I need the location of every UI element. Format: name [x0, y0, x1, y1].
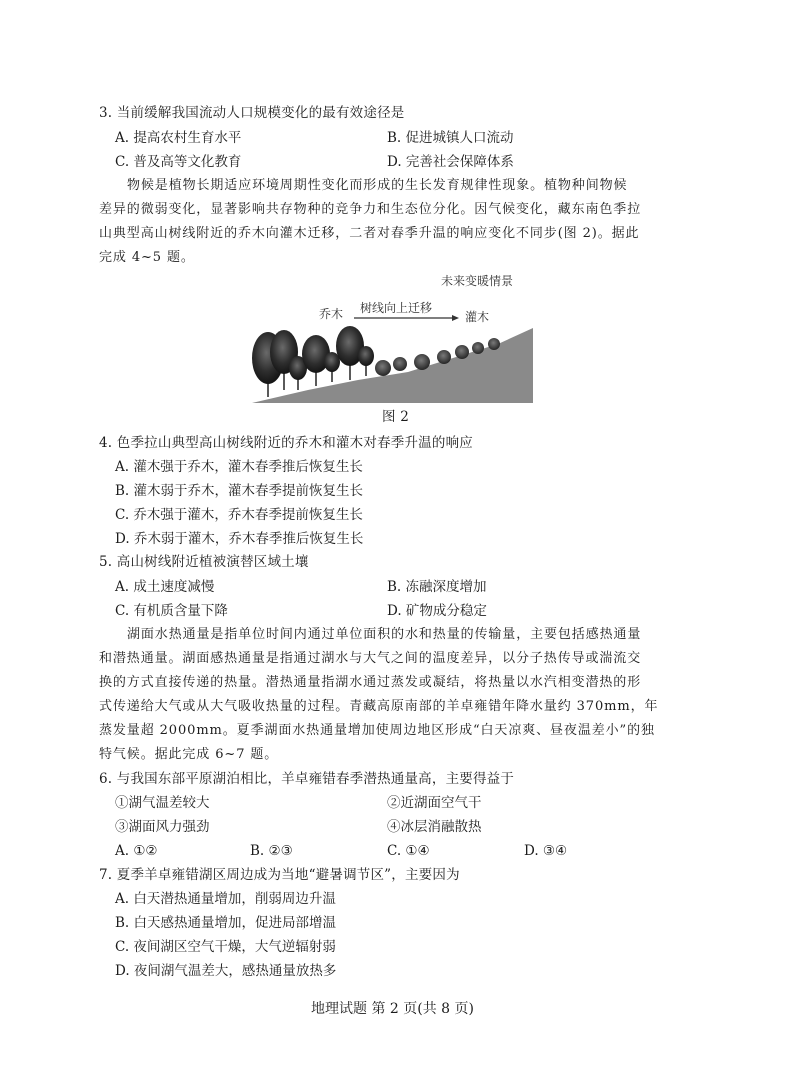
q6-option-d: D. ③④ — [524, 843, 568, 859]
figure-arrow-head — [452, 315, 459, 321]
figure-caption: 图 2 — [382, 409, 409, 425]
passage2-line: 式传递给大气或从大气吸收热量的过程。青藏高原南部的羊卓雍错年降水量约 370mm，年 — [99, 699, 659, 714]
figure-arrow-label: 树线向上迁移 — [359, 301, 433, 315]
passage2-line: 换的方式直接传递的热量。潜热通量指湖水通过蒸发或凝结，将热量以水汽相变潜热的形 — [99, 675, 642, 690]
q6-option-b: B. ②③ — [250, 843, 293, 859]
page-footer: 地理试题 第 2 页(共 8 页) — [311, 1001, 474, 1017]
q5-stem: 5. 高山树线附近植被演替区域土壤 — [99, 554, 309, 570]
q7-stem: 7. 夏季羊卓雍错湖区周边成为当地“避暑调节区”，主要因为 — [99, 867, 460, 883]
figure-tree-label: 乔木 — [318, 307, 344, 321]
passage1-line: 差异的微弱变化，显著影响共存物种的竞争力和生态位分化。因气候变化，藏东南色季拉 — [99, 202, 642, 217]
passage1-line: 完成 4~5 题。 — [99, 250, 195, 265]
q4-option-c: C. 乔木强于灌木，乔木春季提前恢复生长 — [115, 507, 363, 523]
q4-option-b: B. 灌木弱于乔木，灌木春季提前恢复生长 — [115, 483, 364, 499]
figure-2 — [248, 272, 538, 404]
q7-option-d: D. 夜间湖气温差大，感热通量放热多 — [115, 963, 337, 979]
q6-statement-3: ③湖面风力强劲 — [115, 819, 210, 835]
q3-option-a: A. 提高农村生育水平 — [115, 130, 242, 146]
passage2-line: 湖面水热通量是指单位时间内通过单位面积的水和热量的传输量，主要包括感热通量 — [127, 627, 642, 642]
q7-option-c: C. 夜间湖区空气干燥，大气逆辐射弱 — [115, 939, 336, 955]
q5-option-a: A. 成土速度减慢 — [115, 579, 215, 595]
q4-stem: 4. 色季拉山典型高山树线附近的乔木和灌木对春季升温的响应 — [99, 435, 473, 451]
q3-option-d: D. 完善社会保障体系 — [387, 154, 514, 170]
q5-option-c: C. 有机质含量下降 — [115, 603, 228, 619]
q3-stem: 3. 当前缓解我国流动人口规模变化的最有效途径是 — [99, 105, 405, 121]
figure-scenario-label: 未来变暖情景 — [440, 274, 514, 288]
q6-option-c: C. ①④ — [387, 843, 430, 859]
passage1-line: 物候是植物长期适应环境周期性变化而形成的生长发育规律性现象。植物种间物候 — [127, 178, 628, 193]
q6-stem: 6. 与我国东部平原湖泊相比，羊卓雍错春季潜热通量高，主要得益于 — [99, 771, 515, 787]
passage2-line: 蒸发量超 2000mm。夏季湖面水热通量增加使周边地区形成“白天凉爽、昼夜温差小”的独 — [99, 723, 655, 738]
q5-option-d: D. 矿物成分稳定 — [387, 603, 487, 619]
passage2-line: 特气候。据此完成 6~7 题。 — [99, 747, 279, 762]
passage2-line: 和潜热通量。湖面感热通量是指通过湖水与大气之间的温度差异，以分子热传导或湍流交 — [99, 651, 642, 666]
q3-option-c: C. 普及高等文化教育 — [115, 154, 242, 170]
q7-option-a: A. 白天潜热通量增加，削弱周边升温 — [115, 891, 336, 907]
q6-statement-1: ①湖气温差较大 — [115, 795, 210, 811]
passage1-line: 山典型高山树线附近的乔木向灌木迁移，二者对春季升温的响应变化不同步(图 2)。据此 — [99, 226, 640, 241]
q6-option-a: A. ①② — [115, 843, 158, 859]
q4-option-d: D. 乔木弱于灌木，乔木春季推后恢复生长 — [115, 531, 364, 547]
q6-statement-4: ④冰层消融散热 — [387, 819, 482, 835]
q6-statement-2: ②近湖面空气干 — [387, 795, 482, 811]
q7-option-b: B. 白天感热通量增加，促进局部增温 — [115, 915, 337, 931]
q5-option-b: B. 冻融深度增加 — [387, 579, 487, 595]
figure-shrub-label: 灌木 — [464, 310, 490, 324]
q4-option-a: A. 灌木强于乔木，灌木春季推后恢复生长 — [115, 459, 363, 475]
q3-option-b: B. 促进城镇人口流动 — [387, 130, 514, 146]
